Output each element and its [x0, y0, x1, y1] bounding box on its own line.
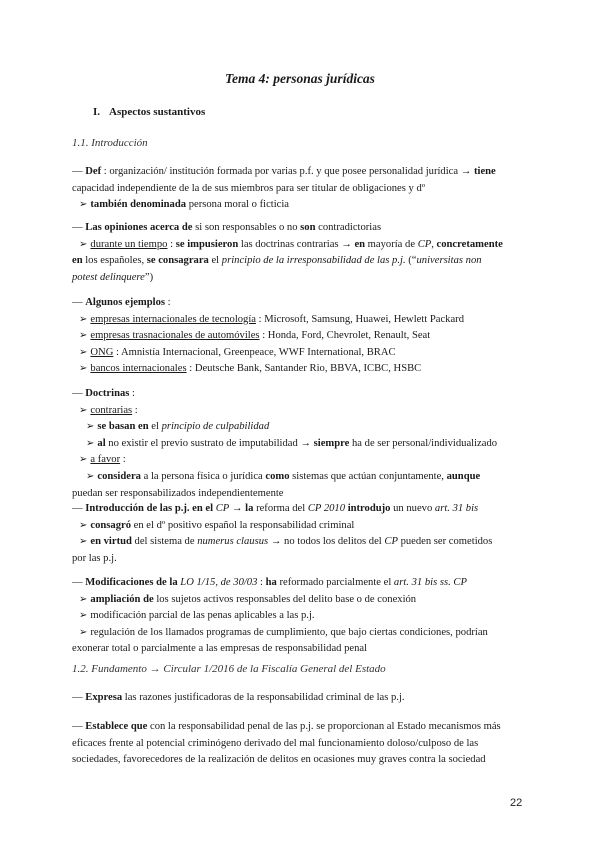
sub-bullet-item: ➢ al no existir el previo sustrato de imputabilidad → siempre ha de ser personal/individualizado	[86, 437, 498, 449]
subheading-fundamento: 1.2. Fundamento → Circular 1/2016 de la Fiscalía General del Estado	[72, 663, 386, 675]
text-line: en los españoles, se consagrara el principio de la irresponsabilidad de las p.j. (“universitas non	[72, 255, 482, 267]
sub-bullet-item: ➢ considera a la persona física o jurídica como sistemas que actúan conjuntamente, aunque	[86, 470, 481, 482]
bullet-item: ➢ consagró en el dº positivo español la responsabilidad criminal	[79, 519, 355, 531]
list-item: ➢ empresas trasnacionales de automóviles : Honda, Ford, Chevrolet, Renault, Seat	[79, 330, 431, 342]
text-line: por las p.j.	[72, 552, 117, 564]
arrow-bullet-icon: ➢	[79, 330, 88, 342]
section-label: Aspectos sustantivos	[109, 106, 206, 118]
arrow-bullet-icon: ➢	[79, 519, 88, 531]
page-number: 22	[510, 797, 523, 809]
section-number: I.	[93, 106, 101, 118]
arrow-bullet-icon: ➢	[79, 346, 88, 358]
bullet-item: ➢ regulación de los llamados programas de cumplimiento, que bajo ciertas condiciones, podrían	[79, 626, 488, 638]
page-title: Tema 4: personas jurídicas	[225, 71, 375, 86]
text-line: — Introducción de las p.j. en el CP → la reforma del CP 2010 introdujo un nuevo art. 31 bis	[72, 503, 479, 514]
text-line: sociedades, favorecedores de la realización de delitos en ocasiones muy graves contra la sociedad	[72, 754, 486, 766]
expresa-block	[72, 690, 532, 707]
text-line: eficaces frente al potencial criminógeno derivado del mal funcionamiento doloso/culposo de las	[72, 737, 479, 749]
arrow-bullet-icon: ➢	[79, 536, 88, 548]
arrow-bullet-icon: ➢	[79, 610, 88, 622]
arrow-bullet-icon: ➢	[79, 404, 88, 416]
bullet-item: ➢ ampliación de los sujetos activos responsables del delito base o de conexión	[79, 593, 417, 605]
definition-block	[72, 164, 532, 214]
establece-block	[72, 719, 532, 769]
introduccion-block	[72, 501, 532, 567]
text-line: capacidad independiente de la de sus miembros para ser titular de obligaciones y dº	[72, 182, 426, 194]
text-line: — Doctrinas :	[72, 388, 135, 399]
arrow-bullet-icon: ➢	[79, 593, 88, 605]
list-item: ➢ empresas internacionales de tecnología : Microsoft, Samsung, Huawei, Hewlett Packard	[79, 313, 465, 325]
text-line: — Las opiniones acerca de si son responsables o no son contradictorias	[72, 222, 382, 233]
bullet-item: ➢ en virtud del sistema de numerus clausus → no todos los delitos del CP pueden ser cometidos	[79, 536, 493, 548]
arrow-bullet-icon: ➢	[79, 454, 88, 466]
subheading-introduccion: 1.1. Introducción	[72, 137, 148, 149]
bullet-item: ➢ contrarias :	[79, 404, 138, 416]
bullet-item: ➢ también denominada persona moral o ficticia	[79, 199, 289, 211]
sub-bullet-item: ➢ se basan en el principio de culpabilidad	[86, 421, 270, 433]
text-line: — Algunos ejemplos :	[72, 297, 171, 308]
arrow-bullet-icon: ➢	[79, 363, 88, 375]
doctrinas-block	[72, 386, 532, 502]
opiniones-block	[72, 220, 532, 286]
section-heading	[93, 106, 205, 118]
text-line: — Expresa las razones justificadoras de la responsabilidad criminal de las p.j.	[72, 692, 405, 703]
modificaciones-block	[72, 575, 532, 658]
arrow-bullet-icon: ➢	[86, 470, 95, 482]
arrow-bullet-icon: ➢	[86, 421, 95, 433]
list-item: ➢ bancos internacionales : Deutsche Bank, Santander Rio, BBVA, ICBC, HSBC	[79, 363, 422, 375]
text-line: — Establece que con la responsabilidad penal de las p.j. se proporcionan al Estado mecanismos más	[72, 721, 501, 732]
arrow-bullet-icon: ➢	[79, 626, 88, 638]
text-line: — Def : organización/ institución formada por varias p.f. y que posee personalidad jurídica → tiene	[72, 166, 496, 177]
text-line: puedan ser responsabilizados independientemente	[72, 487, 284, 499]
text-line: potest delinquere”)	[72, 271, 154, 283]
bullet-item: ➢ a favor :	[79, 454, 126, 466]
bullet-item: ➢ durante un tiempo : se impusieron las doctrinas contrarias → en mayoría de CP, concretamente	[79, 238, 503, 250]
arrow-bullet-icon: ➢	[79, 199, 88, 211]
arrow-bullet-icon: ➢	[79, 238, 88, 250]
arrow-bullet-icon: ➢	[79, 313, 88, 325]
text-line: exonerar total o parcialmente a las empresas de responsabilidad penal	[72, 643, 368, 655]
bullet-item: ➢ modificación parcial de las penas aplicables a las p.j.	[79, 610, 315, 622]
ejemplos-block	[72, 295, 532, 378]
list-item: ➢ ONG : Amnistía Internacional, Greenpeace, WWF International, BRAC	[79, 346, 396, 358]
text-line: — Modificaciones de la LO 1/15, de 30/03 : ha reformado parcialmente el art. 31 bis ss. CP	[72, 577, 467, 588]
arrow-bullet-icon: ➢	[86, 437, 95, 449]
